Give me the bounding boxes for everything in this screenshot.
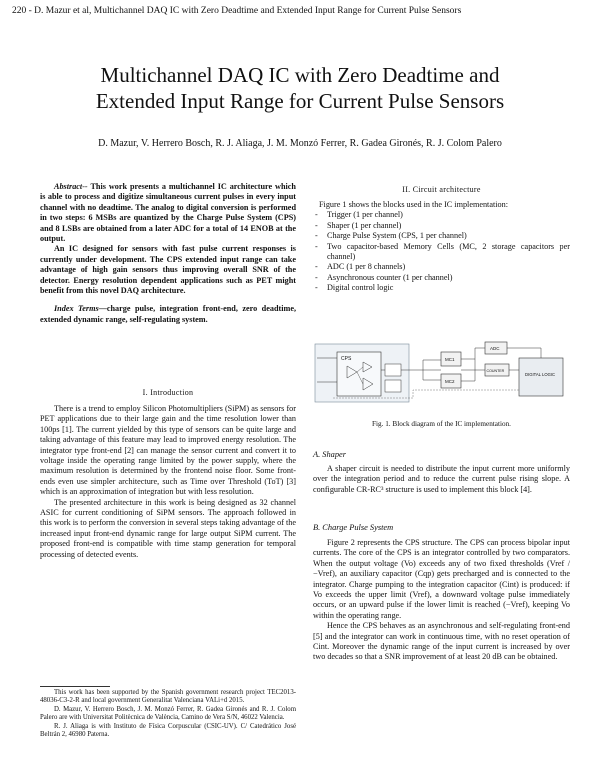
footnote-affiliation-upv: D. Mazur, V. Herrero Bosch, J. M. Monzó Ferrer, R. Gadea Gironés and R. J. Colom Palero are with Universitat Politècnica de València, Camino de Vera S/N, 46022 Valencia. [40,705,296,722]
trigger-block [385,380,401,392]
list-item: - Trigger (1 per channel) [313,210,570,220]
cps-paragraph-2: Hence the CPS behaves as an asynchronous and self-regulating front-end [5] and the integrator can work in continuous time, with no reset operation of Cint. Moreover the dynamic range of the input current is increased by over two decades so that a SNR improvement of at least 20 dB can be obtained. [313,621,570,662]
introduction-body [40,404,296,560]
section-heading-architecture: II. Circuit architecture [402,185,481,194]
cps-paragraph-1: Figure 2 represents the CPS structure. The CPS can process bipolar input currents. The core of the CPS is an integrator controlled by two comparators. When the output voltage (Vo) exceeds any of two fixed thresholds (Vref / −Vref), an auxiliary capacitor (Cqp) gets precharged and is connected to the integrator. Charge pumping to the integration capacitor (Cint) is produced: if Vo exceeds the upper limit (Vref), a downward voltage pulse immediately occurs, or an upward pulse if the lower limit is reached (−Vref), keeping Vo within the operating range. [313,538,570,620]
mc2-label: MC2 [445,379,455,384]
block-list [313,210,570,293]
abstract-paragraph-2: An IC designed for sensors with fast pulse current responses is currently under development. The CPS extended input range can take advantage of high gain sensors thus improving overall SNR of the detector. Energy resolution dependent applications such as PET might benefit from this novel DAQ architecture. [40,244,296,296]
section-heading-introduction: I. Introduction [142,388,194,397]
intro-paragraph-2: The presented architecture in this work is being designed as 32 channel ASIC for current conditioning of SiPM sensors. The approach followed in this work is to perform the conversion in several steps taking advantage of the increased input front-end dynamic range for large output SiPM current. The proposed front-end is compatible with time stamp generation for temporal processing of detected events. [40,497,296,559]
intro-paragraph-1: There is a trend to employ Silicon Photomultipliers (SiPM) as sensors for PET applications due to their large gain and the time resolution lower than 100ps [1]. The current yielded by this type of sensors can be quite large and taking advantage of this feature may lead to improved energy resolution. The integrator type front-end [2] can manage the sensor current and convert it to voltage inside the operating range limited by the power supply, where the maximum resolution is determined by the frontend noise floor. Some front-ends even use simpler architecture, such as Time over Threshold (ToT) [3] which is an approximation of integration but with less resolution. [40,404,296,497]
cps-body [313,538,570,663]
footnote-rule [40,686,110,687]
list-item: - Digital control logic [313,283,570,293]
abstract-label: Abstract-- [54,182,88,191]
list-item: - Asynchronous counter (1 per channel) [313,273,570,283]
index-terms-label: Index Terms [54,304,99,314]
list-item: - Two capacitor-based Memory Cells (MC, 2 storage capacitors per channel) [313,242,570,263]
abstract-paragraph-1: This work presents a multichannel IC architecture which is able to process and digitize simultaneous current pulses in every input channel with no deadtime. The analog to digital conversion is performed in two steps: 6 MSBs are quantized by the Charge Pulse System (CPS) and 8 LSBs are obtained from a later ADC for a total of 14 ENOB at the output. [40,182,296,244]
index-terms-text: —charge pulse, integration front-end, zero deadtime, extended dynamic range, self-regulating system. [40,304,296,324]
list-item: - Shaper (1 per channel) [313,221,570,231]
mc1-label: MC1 [445,357,455,362]
list-item: - ADC (1 per 8 channels) [313,262,570,272]
figure-intro-text: Figure 1 shows the blocks used in the IC implementation: [319,200,508,209]
subsection-heading-shaper: A. Shaper [313,450,347,459]
counter-label: COUNTER [486,369,505,373]
footnotes [40,689,296,739]
block-diagram-figure [313,338,570,410]
list-item: - Charge Pulse System (CPS, 1 per channel) [313,231,570,241]
shaper-body [313,464,570,495]
paper-title: Multichannel DAQ IC with Zero Deadtime and Extended Input Range for Current Pulse Sensors [95,63,505,113]
footnote-funding: This work has been supported by the Spanish government research project TEC2013-48036-C3-2-R and local government Generalitat Valenciana VALi+d 2015. [40,689,296,705]
author-list: D. Mazur, V. Herrero Bosch, R. J. Aliaga, J. M. Monzó Ferrer, R. Gadea Gironés, R. J. Colom Palero [98,138,502,149]
shaper-block [385,364,401,376]
abstract [40,182,296,325]
footnote-affiliation-ific: R. J. Aliaga is with Instituto de Física Corpuscular (CSIC-UV). C/ Catedrático José Beltrán 2, 46980 Paterna. [40,722,296,739]
adc-label: ADC [490,346,500,351]
shaper-paragraph: A shaper circuit is needed to distribute the input current more uniformly over the integration period and to reduce the current pulse rising slope. A configurable CR-RC³ structure is used to implement this block [4]. [313,464,570,494]
running-head: 220 - D. Mazur et al, Multichannel DAQ IC with Zero Deadtime and Extended Input Range for Current Pulse Sensors [12,6,462,16]
cps-label: CPS [341,356,352,362]
subsection-heading-cps: B. Charge Pulse System [313,523,394,532]
digital-logic-label: DIGITAL LOGIC [525,372,556,377]
architecture-intro [313,200,570,294]
figure-caption: Fig. 1. Block diagram of the IC implementation. [372,420,511,428]
digital-logic-block [519,358,563,396]
